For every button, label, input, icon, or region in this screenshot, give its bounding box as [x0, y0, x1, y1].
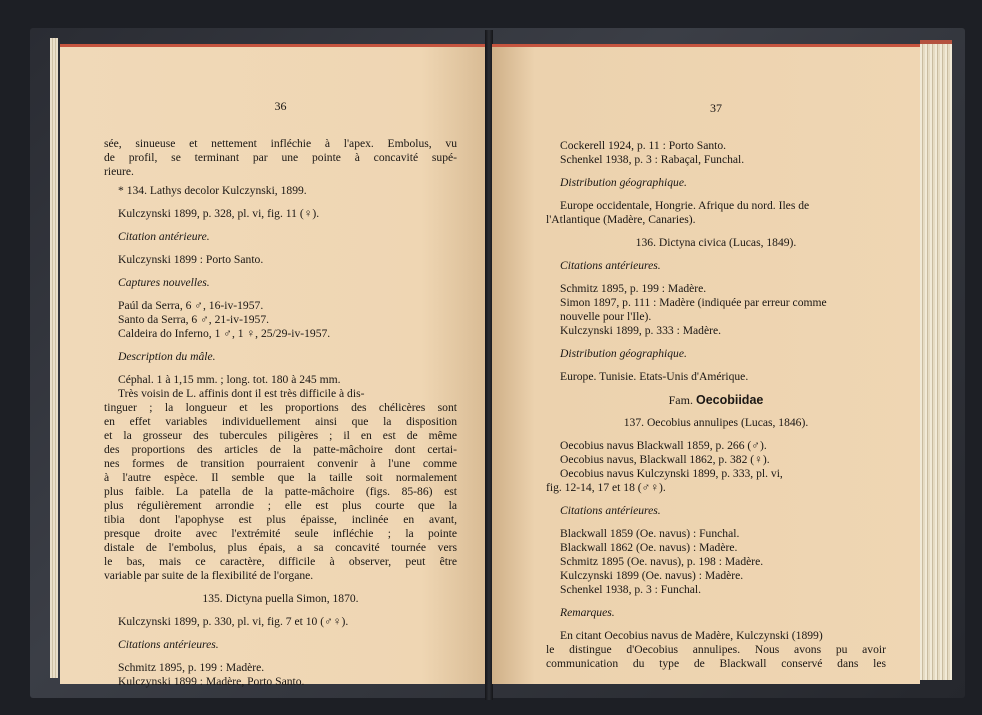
text-line: tibia dont l'apophyse est plus épaisse, inclinée en avant,: [104, 513, 457, 526]
left-page-body: [104, 137, 457, 689]
page-stack-red-edge: [920, 40, 952, 44]
text-line: plus régulièrement arrondie ; elle est plus courte que la: [104, 499, 457, 512]
spacer: [546, 361, 886, 370]
text-line: Europe occidentale, Hongrie. Afrique du nord. Iles de: [560, 199, 810, 212]
text-line: En citant Oecobius navus de Madère, Kulczynski (1899): [560, 629, 823, 642]
left-page-edges: [50, 38, 58, 678]
spacer: [546, 597, 886, 606]
text-line: le distingue d'Oecobius annulipes. Nous avons pu avoir: [546, 643, 886, 656]
text-line: le bas, mais ce caractère, difficile à observer, peut être: [104, 555, 457, 568]
text-line: Paúl da Serra, 6 ♂, 16-iv-1957.: [118, 299, 264, 312]
section-heading: Description du mâle.: [118, 350, 216, 363]
spacer: [104, 198, 457, 207]
page-number: 37: [710, 101, 722, 115]
text-line: Kulczynski 1899, p. 328, pl. vi, fig. 11 (♀).: [118, 207, 320, 220]
text-line: Très voisin de L. affinis dont il est très difficile à dis-: [118, 387, 365, 400]
spacer: [546, 273, 886, 282]
spacer: [546, 430, 886, 439]
section-heading: Captures nouvelles.: [118, 276, 210, 289]
text-line: nouvelle pour l'Ile).: [560, 310, 652, 323]
text-line: Cockerell 1924, p. 11 : Porto Santo.: [560, 139, 727, 152]
family-heading: [546, 393, 886, 407]
text-line: Schenkel 1938, p. 3 : Funchal.: [560, 583, 702, 596]
text-line: Schmitz 1895 (Oe. navus), p. 198 : Madère.: [560, 555, 764, 568]
right-page: [492, 44, 920, 684]
spacer: [546, 407, 886, 416]
spacer: [104, 341, 457, 350]
text-line: Kulczynski 1899 (Oe. navus) : Madère.: [560, 569, 744, 582]
text-line: à l'autre espèce. Il semble que la taille soit normalement: [104, 471, 457, 484]
section-heading: Distribution géographique.: [560, 176, 687, 189]
spacer: [104, 652, 457, 661]
text-line: Schmitz 1895, p. 199 : Madère.: [118, 661, 265, 674]
species-heading: 137. Oecobius annulipes (Lucas, 1846).: [623, 416, 809, 429]
right-page-stack: [920, 40, 952, 680]
section-heading: Distribution géographique.: [560, 347, 687, 360]
text-line: * 134. Lathys decolor Kulczynski, 1899.: [118, 184, 307, 197]
spacer: [546, 495, 886, 504]
text-line: Europe. Tunisie. Etats-Unis d'Amérique.: [560, 370, 749, 383]
text-line: Blackwall 1862 (Oe. navus) : Madère.: [560, 541, 738, 554]
spacer: [546, 518, 886, 527]
species-heading: 135. Dictyna puella Simon, 1870.: [202, 592, 359, 605]
family-prefix: Fam.: [668, 393, 696, 407]
text-line: Blackwall 1859 (Oe. navus) : Funchal.: [560, 527, 740, 540]
spacer: [546, 167, 886, 176]
text-line: et la grosseur des tubercules piligères ; il en est de même: [104, 429, 457, 442]
section-heading: Citations antérieures.: [560, 504, 661, 517]
text-line: nes formes de transition pourraient convenir à l'une comme: [104, 457, 457, 470]
text-line: en effet variables individuellement ainsi que la disposition: [104, 415, 457, 428]
text-line: plus faible. La patella de la patte-mâchoire (figs. 85-86) est: [104, 485, 457, 498]
section-heading: Remarques.: [560, 606, 615, 619]
text-line: fig. 12-14, 17 et 18 (♂♀).: [546, 481, 666, 494]
spacer: [546, 227, 886, 236]
text-line: distale de l'embolus, plus épais, a sa concavité tournée vers: [104, 541, 457, 554]
family-name: Oecobiidae: [695, 393, 764, 407]
spacer: [104, 221, 457, 230]
text-line: Kulczynski 1899, p. 333 : Madère.: [560, 324, 721, 337]
text-line: Kulczynski 1899 : Porto Santo.: [118, 253, 264, 266]
text-line: Oecobius navus, Blackwall 1862, p. 382 (♀).: [560, 453, 770, 466]
text-line: Kulczynski 1899 : Madère, Porto Santo.: [118, 675, 305, 688]
text-line: Céphal. 1 à 1,15 mm. ; long. tot. 180 à 245 mm.: [118, 373, 341, 386]
species-heading: 136. Dictyna civica (Lucas, 1849).: [635, 236, 797, 249]
text-line: Oecobius navus Kulczynski 1899, p. 333, pl. vi,: [560, 467, 783, 480]
spacer: [104, 267, 457, 276]
text-line: Schenkel 1938, p. 3 : Rabaçal, Funchal.: [560, 153, 745, 166]
text-line: Simon 1897, p. 111 : Madère (indiquée par erreur comme: [560, 296, 827, 309]
spacer: [104, 290, 457, 299]
spacer: [104, 606, 457, 615]
spacer: [104, 629, 457, 638]
text-line: Caldeira do Inferno, 1 ♂, 1 ♀, 25/29-iv-1957.: [118, 327, 331, 340]
text-line: variable par suite de la flexibilité de l'organe.: [104, 569, 314, 582]
spacer: [546, 250, 886, 259]
text-line: de profil, se terminant par une pointe à concavité supé-: [104, 151, 457, 164]
right-page-body: [546, 139, 886, 671]
text-line: Santo da Serra, 6 ♂, 21-iv-1957.: [118, 313, 270, 326]
text-line: presque droite avec l'extrémité seule infléchie ; la pointe: [104, 527, 457, 540]
spacer: [104, 583, 457, 592]
spacer: [104, 244, 457, 253]
spacer: [546, 190, 886, 199]
text-line: Oecobius navus Blackwall 1859, p. 266 (♂).: [560, 439, 767, 452]
text-line: tinguer ; la longueur et les proportions des chélicères sont: [104, 401, 457, 414]
section-heading: Citations antérieures.: [560, 259, 661, 272]
section-heading: Citations antérieures.: [118, 638, 219, 651]
text-line: des proportions des articles de la patte-mâchoire dont certai-: [104, 443, 457, 456]
text-line: sée, sinueuse et nettement infléchie à l'apex. Embolus, vu: [104, 137, 457, 150]
spacer: [546, 620, 886, 629]
text-line: l'Atlantique (Madère, Canaries).: [546, 213, 696, 226]
section-heading: Citation antérieure.: [118, 230, 210, 243]
spacer: [104, 364, 457, 373]
page-number: 36: [274, 99, 287, 113]
spacer: [546, 338, 886, 347]
spacer: [546, 384, 886, 393]
text-line: Kulczynski 1899, p. 330, pl. vi, fig. 7 et 10 (♂♀).: [118, 615, 349, 628]
text-line: Schmitz 1895, p. 199 : Madère.: [560, 282, 707, 295]
text-line: communication du type de Blackwall conservé dans les: [546, 657, 886, 670]
left-page: [60, 44, 485, 688]
text-line: rieure.: [104, 165, 134, 178]
